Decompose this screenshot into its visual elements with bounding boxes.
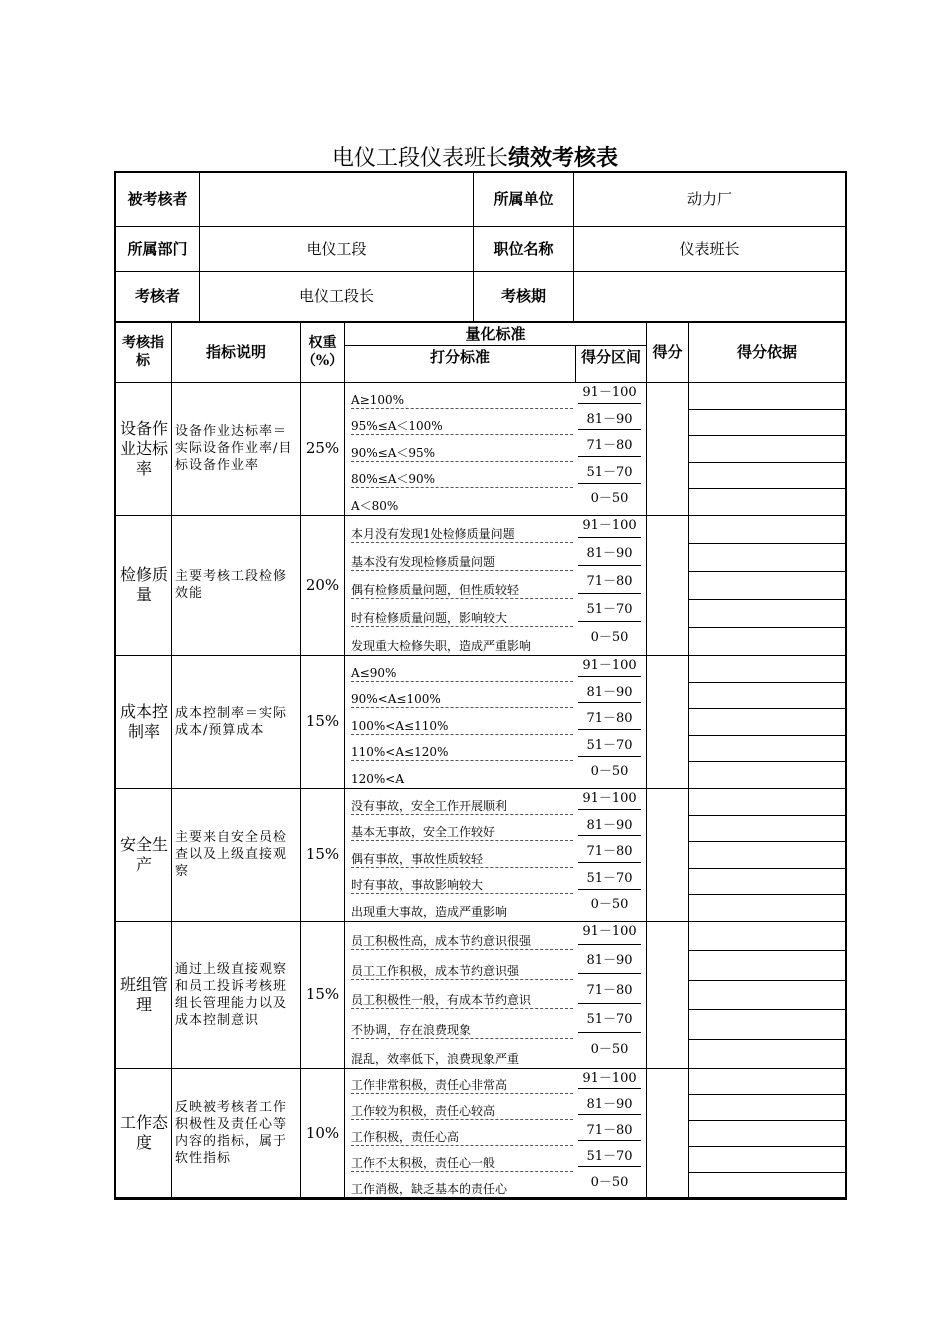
range-divider — [578, 702, 641, 703]
criteria-text: A≤90% — [351, 665, 397, 680]
criteria-divider — [351, 707, 573, 708]
criteria-text: 100%<A≤110% — [351, 718, 449, 733]
score-range: 51－70 — [586, 1149, 633, 1164]
criteria-text: 本月没有发现1处检修质量问题 — [351, 527, 515, 541]
score-range: 81－90 — [586, 818, 633, 833]
criteria-divider — [351, 840, 573, 841]
score-range: 91－100 — [582, 385, 637, 400]
position-label: 职位名称 — [493, 239, 554, 258]
indicator-name: 成本控制率 — [120, 701, 169, 741]
basis-divider — [689, 543, 845, 544]
criteria-text: 没有事故，安全工作开展顺利 — [351, 798, 508, 813]
examiner-label: 考核者 — [134, 287, 180, 305]
indicator-description: 主要考核工段检修效能 — [175, 569, 288, 601]
criteria-divider — [351, 734, 573, 735]
criteria-divider — [351, 1171, 573, 1172]
grid-vline — [344, 323, 345, 1198]
range-divider — [578, 862, 641, 863]
criteria-text: 员工工作积极，成本节约意识强 — [351, 963, 520, 978]
range-divider — [578, 537, 641, 538]
criteria-divider — [351, 893, 573, 894]
range-divider — [578, 973, 641, 974]
criteria-text: 员工积极性高，成本节约意识很强 — [351, 934, 532, 949]
unit-label: 所属单位 — [493, 190, 554, 208]
range-divider — [578, 1088, 641, 1089]
score-range: 51－70 — [586, 602, 633, 617]
basis-divider — [689, 980, 845, 981]
basis-divider — [689, 815, 845, 816]
basis-divider — [689, 1039, 845, 1040]
score-range: 91－100 — [582, 518, 637, 533]
criteria-text: 110%<A≤120% — [351, 745, 449, 760]
range-divider — [578, 756, 641, 757]
criteria-text: 工作不太积极，责任心一般 — [351, 1156, 496, 1170]
score-range: 81－90 — [586, 546, 633, 561]
range-divider — [578, 676, 641, 677]
indicator-description: 主要来自安全员检查以及上级直接观察 — [175, 830, 288, 879]
criteria-divider — [351, 598, 573, 599]
range-divider — [578, 809, 641, 810]
score-range: 0－50 — [590, 491, 629, 506]
indicator-weight: 15% — [305, 712, 340, 730]
criteria-divider — [351, 542, 573, 543]
indicator-weight: 10% — [305, 1123, 340, 1142]
indicator-weight: 15% — [305, 985, 340, 1003]
indicator-name: 安全生产 — [120, 834, 169, 874]
criteria-text: 偶有检修质量问题，但性质较轻 — [351, 583, 520, 597]
header-basis: 得分依据 — [736, 342, 797, 361]
criteria-text: 90%<A≤100% — [351, 692, 441, 707]
score-range: 0－50 — [590, 764, 629, 779]
score-range: 51－70 — [586, 871, 633, 886]
score-range: 0－50 — [590, 1042, 629, 1057]
criteria-divider — [351, 681, 573, 682]
basis-divider — [689, 627, 845, 628]
criteria-divider — [351, 979, 573, 980]
criteria-text: 出现重大事故，造成严重影响 — [351, 905, 508, 919]
range-divider — [578, 835, 641, 836]
score-range: 91－100 — [582, 791, 637, 806]
header-weight: 权重（%） — [301, 335, 344, 369]
score-range: 91－100 — [582, 658, 637, 673]
basis-divider — [689, 1009, 845, 1010]
basis-divider — [689, 599, 845, 600]
basis-divider — [689, 1172, 845, 1173]
range-divider — [578, 403, 641, 404]
indicator-description: 设备作业达标率＝实际设备作业率/目标设备作业率 — [175, 424, 293, 473]
range-divider — [578, 1003, 641, 1004]
examinee-value — [200, 173, 473, 226]
criteria-divider — [351, 760, 573, 761]
criteria-divider — [351, 1008, 573, 1009]
score-range: 51－70 — [586, 1012, 633, 1027]
range-divider — [578, 944, 641, 945]
range-divider — [578, 429, 641, 430]
basis-divider — [689, 571, 845, 572]
criteria-text: 偶有事故，事故性质较轻 — [351, 851, 484, 866]
basis-divider — [689, 894, 845, 895]
criteria-text: 混乱，效率低下，浪费现象严重 — [351, 1052, 520, 1066]
criteria-text: 时有事故，事故影响较大 — [351, 878, 484, 893]
basis-divider — [689, 682, 845, 683]
indicator-name: 检修质量 — [120, 565, 169, 604]
criteria-divider — [351, 814, 573, 815]
criteria-text: 工作消极，缺乏基本的责任心 — [351, 1182, 508, 1196]
criteria-divider — [351, 626, 573, 627]
range-divider — [578, 1140, 641, 1141]
criteria-divider — [351, 487, 573, 488]
criteria-text: 工作较为积极，责任心较高 — [351, 1104, 496, 1118]
position-value: 仪表班长 — [679, 239, 740, 258]
examiner-value: 电仪工段长 — [298, 287, 374, 305]
basis-divider — [689, 950, 845, 951]
dept-label: 所属部门 — [127, 239, 188, 258]
title-main: 电仪工段仪表班长 — [331, 146, 508, 171]
criteria-text: 80%≤A＜90% — [351, 472, 436, 487]
criteria-text: 时有检修质量问题，影响较大 — [351, 611, 508, 625]
score-range: 71－80 — [586, 844, 633, 859]
range-divider — [578, 1032, 641, 1033]
score-range: 81－90 — [586, 412, 633, 427]
basis-divider — [689, 1094, 845, 1095]
basis-divider — [689, 708, 845, 709]
grid-vline — [646, 323, 647, 1198]
indicator-description: 成本控制率＝实际成本/预算成本 — [175, 705, 288, 738]
criteria-text: 95%≤A＜100% — [351, 419, 443, 434]
basis-divider — [689, 761, 845, 762]
indicator-description: 通过上级直接观察和员工投诉考核班组长管理能力以及成本控制意识 — [175, 961, 288, 1028]
score-range: 71－80 — [586, 1123, 633, 1138]
range-divider — [578, 456, 641, 457]
criteria-text: A＜80% — [351, 499, 399, 513]
range-divider — [578, 565, 641, 566]
header-indicator: 考核指标 — [122, 335, 164, 369]
period-value — [574, 272, 845, 321]
range-divider — [578, 483, 641, 484]
basis-divider — [689, 841, 845, 842]
score-range: 81－90 — [586, 1097, 633, 1112]
score-range: 91－100 — [582, 1071, 637, 1086]
range-divider — [578, 729, 641, 730]
range-divider — [578, 593, 641, 594]
criteria-divider — [351, 461, 573, 462]
basis-divider — [689, 1146, 845, 1147]
criteria-text: 发现重大检修失职，造成严重影响 — [351, 639, 532, 653]
period-label: 考核期 — [500, 287, 546, 305]
criteria-divider — [351, 1093, 573, 1094]
header-criteria: 打分标准 — [429, 347, 490, 366]
score-range: 91－100 — [582, 924, 637, 939]
score-range: 71－80 — [586, 983, 633, 998]
score-range: 71－80 — [586, 711, 633, 726]
indicator-weight: 15% — [305, 845, 340, 863]
header-range: 得分区间 — [580, 347, 641, 366]
score-range: 71－80 — [586, 438, 633, 453]
basis-divider — [689, 435, 845, 436]
criteria-divider — [351, 867, 573, 868]
header-score: 得分 — [652, 342, 683, 361]
range-divider — [578, 1166, 641, 1167]
dept-value: 电仪工段 — [306, 239, 367, 258]
range-divider — [578, 889, 641, 890]
score-range: 81－90 — [586, 953, 633, 968]
title-bold: 绩效考核表 — [508, 145, 619, 171]
criteria-text: A≥100% — [351, 392, 405, 407]
score-range: 51－70 — [586, 738, 633, 753]
score-range: 51－70 — [586, 465, 633, 480]
criteria-text: 120%<A — [351, 772, 405, 786]
unit-value: 动力厂 — [686, 190, 732, 208]
basis-divider — [689, 1120, 845, 1121]
indicator-weight: 25% — [305, 439, 340, 457]
criteria-text: 工作非常积极，责任心非常高 — [351, 1078, 508, 1092]
indicator-name: 设备作业达标率 — [120, 418, 169, 478]
basis-divider — [689, 488, 845, 489]
score-range: 0－50 — [590, 1175, 629, 1190]
range-divider — [578, 1114, 641, 1115]
basis-divider — [689, 462, 845, 463]
header-quant: 量化标准 — [465, 325, 526, 343]
header-description: 指标说明 — [205, 342, 266, 361]
criteria-divider — [351, 570, 573, 571]
examinee-label: 被考核者 — [127, 190, 188, 208]
indicator-description: 反映被考核者工作积极性及责任心等内容的指标，属于软性指标 — [175, 1100, 288, 1166]
score-range: 0－50 — [590, 630, 629, 645]
criteria-divider — [351, 1119, 573, 1120]
indicator-weight: 20% — [305, 575, 340, 594]
criteria-text: 基本无事故，安全工作较好 — [351, 825, 496, 840]
score-range: 0－50 — [590, 897, 629, 912]
basis-divider — [689, 735, 845, 736]
basis-divider — [689, 409, 845, 410]
indicator-name: 工作态度 — [120, 1113, 169, 1152]
criteria-text: 不协调，存在浪费现象 — [351, 1022, 472, 1037]
basis-divider — [689, 868, 845, 869]
score-range: 71－80 — [586, 574, 633, 589]
criteria-divider — [351, 949, 573, 950]
criteria-text: 员工积极性一般，有成本节约意识 — [351, 993, 532, 1008]
criteria-divider — [351, 408, 573, 409]
range-divider — [578, 621, 641, 622]
criteria-text: 基本没有发现检修质量问题 — [351, 555, 496, 569]
criteria-text: 工作积极，责任心高 — [351, 1130, 460, 1144]
criteria-divider — [351, 434, 573, 435]
indicator-name: 班组管理 — [120, 974, 169, 1014]
criteria-text: 90%≤A＜95% — [351, 445, 436, 460]
criteria-divider — [351, 1145, 573, 1146]
score-range: 81－90 — [586, 685, 633, 700]
criteria-divider — [351, 1038, 573, 1039]
